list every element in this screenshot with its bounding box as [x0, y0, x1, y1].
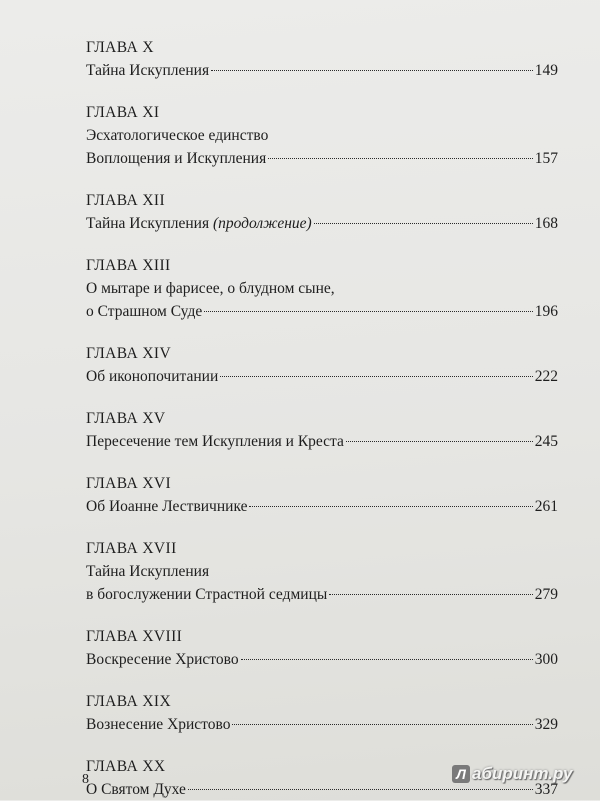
toc-entry — [86, 407, 558, 453]
chapter-title-text: Об Иоанне Лествичнике — [86, 498, 248, 515]
dot-leader — [188, 789, 533, 790]
table-of-contents — [86, 36, 558, 801]
watermark-text: абиринт.ру — [472, 764, 573, 783]
toc-title-line-continued — [86, 124, 558, 147]
page-reference: 329 — [534, 716, 558, 733]
toc-title-line-continued — [86, 277, 558, 300]
toc-entry — [86, 36, 558, 82]
watermark-logo: Л — [452, 765, 470, 783]
dot-leader — [249, 506, 532, 507]
chapter-title — [86, 59, 209, 82]
page-number: 8 — [82, 772, 89, 787]
dot-leader — [232, 724, 532, 725]
toc-entry — [86, 342, 558, 388]
chapter-label: ГЛАВА XVIII — [86, 628, 183, 645]
dot-leader — [211, 70, 533, 71]
chapter-label: ГЛАВА XIX — [86, 693, 172, 710]
page-reference: 149 — [534, 62, 558, 79]
chapter-title-text: Тайна Искупления — [86, 215, 213, 232]
dot-leader — [329, 594, 532, 595]
toc-title-line-continued — [86, 560, 558, 583]
chapter-label: ГЛАВА XVII — [86, 540, 177, 557]
toc-entry — [86, 472, 558, 518]
toc-entry — [86, 690, 558, 736]
toc-title-line — [86, 430, 558, 453]
dot-leader — [268, 158, 533, 159]
chapter-title-text: Тайна Искупления — [86, 62, 210, 79]
toc-title-line — [86, 583, 558, 606]
toc-entry — [86, 537, 558, 606]
toc-entry — [86, 101, 558, 170]
chapter-title — [86, 212, 312, 235]
page-reference: 245 — [534, 433, 558, 450]
toc-title-line — [86, 365, 558, 388]
dot-leader — [220, 376, 533, 377]
chapter-title — [86, 277, 335, 300]
toc-entry — [86, 189, 558, 235]
chapter-title-text: о Страшном Суде — [86, 303, 203, 320]
page-reference: 222 — [534, 368, 558, 385]
chapter-title-text: Эсхатологическое единство — [86, 127, 269, 144]
page-reference: 279 — [534, 586, 558, 603]
chapter-label: ГЛАВА X — [86, 39, 154, 56]
chapter-title-text: Вознесение Христово — [86, 716, 231, 733]
chapter-title-text: Воплощения и Искупления — [86, 150, 267, 167]
chapter-label: ГЛАВА XIV — [86, 345, 172, 362]
page-reference: 261 — [534, 498, 558, 515]
toc-title-line — [86, 713, 558, 736]
dot-leader — [204, 311, 533, 312]
dot-leader — [241, 659, 533, 660]
chapter-title-text: О Святом Духе — [86, 781, 186, 798]
dot-leader — [346, 441, 533, 442]
chapter-title-text: Тайна Искупления — [86, 563, 210, 580]
chapter-title — [86, 778, 186, 801]
page-reference: 196 — [534, 303, 558, 320]
chapter-title — [86, 124, 268, 147]
toc-title-line — [86, 59, 558, 82]
toc-title-line — [86, 147, 558, 170]
chapter-title-text: в богослужении Страстной седмицы — [86, 586, 328, 603]
chapter-label: ГЛАВА XVI — [86, 475, 172, 492]
chapter-title — [86, 300, 202, 323]
chapter-title-text: Воскресение Христово — [86, 651, 239, 668]
chapter-title — [86, 713, 230, 736]
page-reference: 157 — [534, 150, 558, 167]
chapter-title — [86, 147, 266, 170]
toc-title-line — [86, 648, 558, 671]
chapter-title — [86, 583, 327, 606]
chapter-label: ГЛАВА XII — [86, 192, 166, 209]
toc-title-line — [86, 212, 558, 235]
chapter-title — [86, 560, 209, 583]
chapter-title — [86, 365, 218, 388]
toc-entry — [86, 625, 558, 671]
page-reference: 168 — [534, 215, 558, 232]
chapter-title-text: Об иконопочитании — [86, 368, 219, 385]
chapter-title — [86, 430, 344, 453]
toc-title-line — [86, 495, 558, 518]
chapter-title-text: О мытаре и фарисее, о блудном сыне, — [86, 280, 335, 297]
chapter-title-text: Пересечение тем Искупления и Креста — [86, 433, 344, 450]
chapter-label: ГЛАВА XX — [86, 758, 166, 775]
toc-title-line — [86, 300, 558, 323]
page-reference: 337 — [534, 781, 558, 798]
dot-leader — [314, 223, 533, 224]
chapter-title — [86, 648, 239, 671]
page-reference: 300 — [534, 651, 558, 668]
toc-entry — [86, 254, 558, 323]
watermark — [452, 764, 572, 784]
chapter-title-italic: (продолжение) — [212, 215, 312, 232]
chapter-title — [86, 495, 247, 518]
chapter-label: ГЛАВА XIII — [86, 257, 171, 274]
chapter-label: ГЛАВА XI — [86, 104, 160, 121]
chapter-label: ГЛАВА XV — [86, 410, 166, 427]
